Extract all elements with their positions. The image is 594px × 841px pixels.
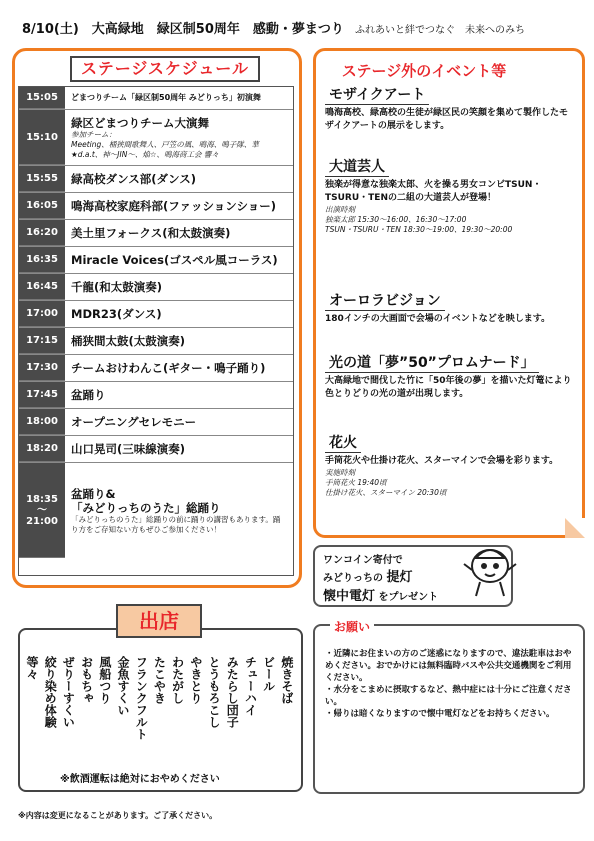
footer-note: ※内容は変更になることがあります。ご了承ください。 [18, 811, 218, 820]
stall-item: みたらし団子 [225, 656, 240, 728]
outside-event-heading: 大道芸人 [325, 156, 389, 177]
outside-event-item [325, 432, 577, 498]
request-line: ・帰りは暗くなりますので懐中電灯などをお持ちください。 [325, 709, 555, 719]
schedule-event-title: チームおけわんこ(ギター・鳴子踊り) [71, 361, 266, 375]
coin-line-3a: 懐中電灯 [323, 589, 376, 604]
schedule-event-title: 美土里フォークス(和太鼓演奏) [71, 226, 231, 240]
stall-item: 焼きそば [279, 656, 294, 704]
schedule-event-desc: 「みどりっちのうた」総踊りの前に踊りの講習もあります。踊り方をご存知ない方もぜひご参加ください！ [71, 514, 281, 534]
schedule-event [65, 301, 293, 327]
outside-event-heading: オーロラビジョン [325, 290, 445, 311]
stage-schedule-table [18, 86, 294, 576]
schedule-time: 16:35 [19, 247, 65, 273]
schedule-event-title: 鳴海高校家庭科部(ファッションショー) [71, 199, 277, 213]
schedule-row [19, 274, 293, 301]
schedule-row [19, 463, 293, 558]
schedule-row [19, 220, 293, 247]
stall-item: フランクフルト [134, 656, 149, 740]
schedule-row [19, 355, 293, 382]
schedule-row [19, 87, 293, 110]
stall-item: わたがし [170, 656, 185, 704]
schedule-time: 16:20 [19, 220, 65, 246]
schedule-event [65, 409, 293, 435]
schedule-event-title: MDR23(ダンス) [71, 307, 162, 321]
request-panel [313, 624, 585, 794]
stall-item: おもちゃ [79, 656, 94, 704]
schedule-time: 17:00 [19, 301, 65, 327]
schedule-time: 15:10 [19, 110, 65, 165]
schedule-row [19, 193, 293, 220]
stage-schedule-title: ステージスケジュール [70, 56, 260, 82]
schedule-time: 18:00 [19, 409, 65, 435]
schedule-event-title: Miracle Voices(ゴスペル風コーラス) [71, 253, 278, 267]
schedule-event-title: 盆踊り& 「みどりっちのうた」総踊り [71, 486, 221, 515]
stall-item: たこやき [152, 656, 167, 704]
outside-event-item [325, 352, 577, 401]
outside-event-item [325, 156, 577, 235]
mascot-icon [460, 540, 520, 600]
stalls-note: ※飲酒運転は絶対におやめください [60, 774, 220, 785]
outside-event-detail: 実施時刻 手筒花火 19:40頃 仕掛け花火、スターマイン 20:30頃 [325, 468, 447, 497]
stall-item: 風船つり [97, 656, 112, 704]
schedule-row [19, 382, 293, 409]
page-fold-corner [565, 518, 585, 538]
schedule-time: 18:20 [19, 436, 65, 462]
header-title: 8/10(土) 大高緑地 緑区制50周年 感動・夢まつり [22, 22, 344, 37]
schedule-row [19, 166, 293, 193]
request-line: ・近隣にお住まいの方のご迷惑になりますので、違法駐車はおやめください。おでかけには無料臨時バスや公共交通機関をご利用ください。 [325, 649, 572, 683]
schedule-time: 18:35 〜 21:00 [19, 463, 65, 558]
header-subtitle: ふれあいと絆でつなぐ 未来へのみち [354, 25, 525, 36]
schedule-time: 16:45 [19, 274, 65, 300]
stall-item: ぜりーすくい [61, 656, 76, 728]
stall-item: やきとり [188, 656, 203, 704]
schedule-event [65, 247, 293, 273]
schedule-time: 17:15 [19, 328, 65, 354]
schedule-event [65, 463, 293, 558]
schedule-row [19, 328, 293, 355]
schedule-time: 17:45 [19, 382, 65, 408]
schedule-event-title: 盆踊り [71, 388, 106, 402]
schedule-row [19, 436, 293, 463]
schedule-row [19, 301, 293, 328]
schedule-event-title: どまつりチーム「緑区制50周年 みどりっち」初演舞 [71, 93, 261, 102]
stall-item: 金魚すくい [116, 656, 131, 716]
schedule-row [19, 110, 293, 166]
outside-event-detail: 出演時刻 独楽太郎 15:30〜16:00、16:30〜17:00 TSUN・TSURU・TEN 18:30〜19:00、19:30〜20:00 [325, 205, 513, 234]
schedule-event-title: 山口晃司(三味線演奏) [71, 442, 186, 456]
outside-event-item [325, 84, 577, 133]
schedule-event-title: オープニングセレモニー [71, 415, 197, 429]
schedule-row [19, 247, 293, 274]
schedule-time: 15:05 [19, 87, 65, 109]
outside-event-heading: 花火 [325, 432, 361, 453]
schedule-event [65, 110, 293, 165]
outside-event-heading: 光の道「夢”50”プロムナード」 [325, 352, 539, 373]
outside-event-body: 大高緑地で間伐した竹に「50年後の夢」を描いた灯篭により色とりどりの光の道が出現します。 [325, 376, 572, 399]
schedule-row [19, 409, 293, 436]
outside-event-item [325, 290, 577, 326]
stall-item: ビール [261, 656, 276, 692]
outside-event-body: 180インチの大画面で会場のイベントなどを映します。 [325, 314, 551, 324]
request-title: お願い [330, 618, 374, 636]
outside-event-heading: モザイクアート [325, 84, 429, 105]
schedule-event-title: 緑高校ダンス部(ダンス) [71, 172, 197, 186]
schedule-event-desc: 参加チーム： Meeting、桶狭間歌舞人、戸笠の風、鳴海、鳴子隊、華★d.a.t、神〜JIN〜、焔☆、鳴海商工会 響々 [71, 129, 259, 159]
outside-event-body: 鳴海高校、緑高校の生徒が緑区民の笑顔を集めて製作したモザイクアートの展示をします。 [325, 108, 569, 131]
schedule-time: 16:05 [19, 193, 65, 219]
schedule-event-title: 千龍(和太鼓演奏) [71, 280, 163, 294]
schedule-event [65, 193, 293, 219]
request-line: ・水分をこまめに摂取するなど、熱中症には十分にご注意ください。 [325, 685, 572, 707]
schedule-event-title: 緑区どまつりチーム大演舞 [71, 115, 209, 130]
schedule-event [65, 355, 293, 381]
coin-line-2b: 提灯 [386, 570, 413, 585]
schedule-event-title: 桶狭間太鼓(太鼓演奏) [71, 334, 186, 348]
schedule-event [65, 382, 293, 408]
schedule-event [65, 87, 293, 109]
stall-item: 絞り染め体験 [43, 656, 58, 728]
outside-event-body: 手筒花火や仕掛け花火、スターマインで会場を彩ります。 [325, 456, 559, 466]
schedule-event [65, 328, 293, 354]
stalls-label: 出店 [116, 604, 202, 638]
page-header [22, 18, 582, 40]
schedule-time: 17:30 [19, 355, 65, 381]
schedule-event [65, 436, 293, 462]
outside-event-body: 独楽が得意な独楽太郎、火を操る男女コンビTSUN・TSURU・TENの二組の大道芸人が登場！ [325, 180, 542, 203]
schedule-event [65, 166, 293, 192]
coin-line-1: ワンコイン寄付で [323, 555, 403, 566]
stall-item: チューハイ [243, 656, 258, 716]
coin-line-3b: をプレゼント [378, 592, 439, 603]
schedule-event [65, 274, 293, 300]
stalls-list [24, 656, 294, 766]
schedule-event [65, 220, 293, 246]
stall-item: 等々 [25, 656, 39, 680]
coin-line-2a: みどりっちの [323, 573, 383, 584]
outside-events-title: ステージ外のイベント等 [341, 62, 507, 80]
schedule-time: 15:55 [19, 166, 65, 192]
stall-item: とうもろこし [207, 656, 222, 728]
